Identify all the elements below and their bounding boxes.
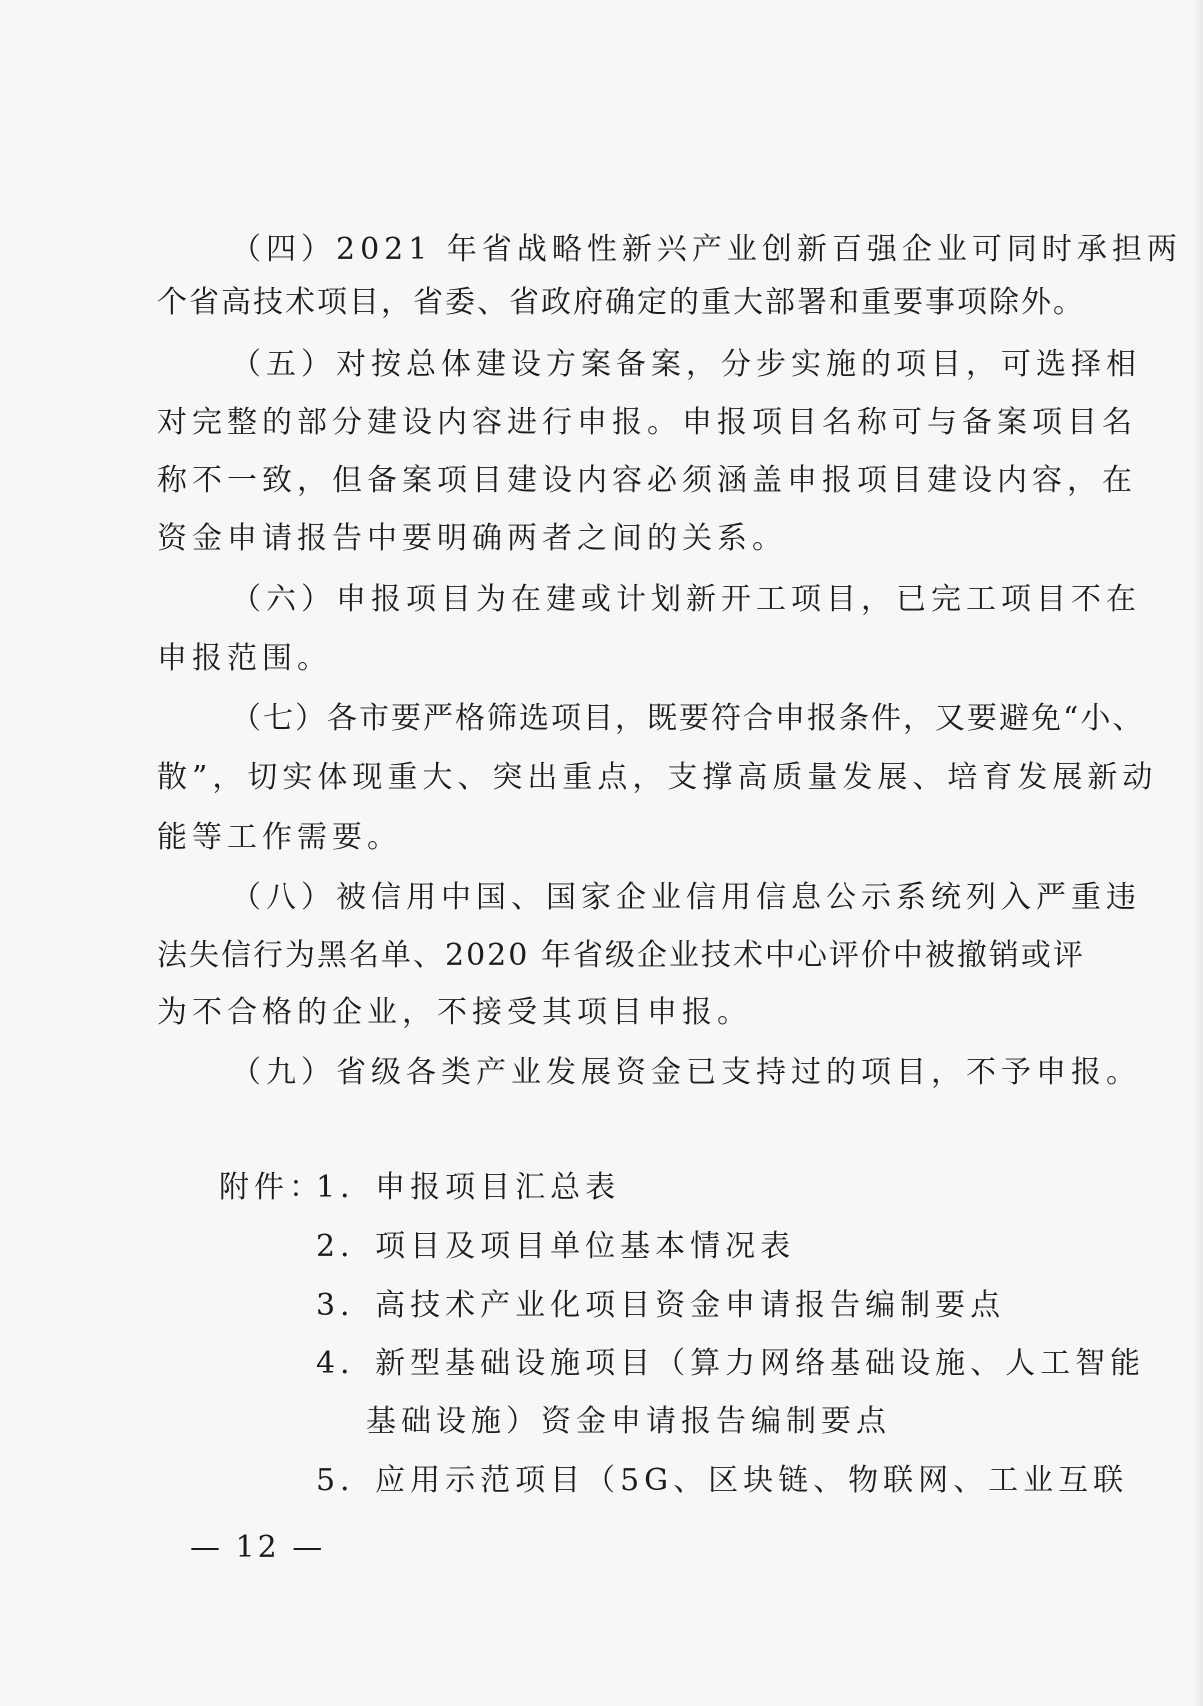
paragraph-8-line-2: 法失信行为黑名单、2020 年省级企业技术中心评价中被撤销或评	[157, 938, 1085, 973]
attachment-item-3: 3．高技术产业化项目资金申请报告编制要点	[316, 1288, 1006, 1323]
paragraph-5-line-2: 对完整的部分建设内容进行申报。申报项目名称可与备案项目名	[157, 405, 1137, 440]
paragraph-5-line-4: 资金申请报告中要明确两者之间的关系。	[157, 521, 787, 556]
attachment-item-5: 5．应用示范项目（5G、区块链、物联网、工业互联	[316, 1463, 1129, 1498]
page-number: — 12 —	[190, 1530, 326, 1565]
attachments-label: 附件：	[219, 1170, 324, 1205]
attachment-item-2: 2．项目及项目单位基本情况表	[316, 1229, 796, 1264]
paragraph-7-line-3: 能等工作需要。	[157, 820, 402, 855]
paragraph-5-line-3: 称不一致，但备案项目建设内容必须涵盖申报项目建设内容，在	[157, 463, 1137, 498]
attachment-item-4: 4．新型基础设施项目（算力网络基础设施、人工智能	[316, 1346, 1146, 1381]
paragraph-6-line-2: 申报范围。	[157, 641, 332, 676]
paragraph-5-line-1: （五）对按总体建设方案备案，分步实施的项目，可选择相	[231, 347, 1141, 382]
paragraph-4-line-1: （四）2021 年省战略性新兴产业创新百强企业可同时承担两	[231, 232, 1182, 267]
paragraph-8-line-3: 为不合格的企业，不接受其项目申报。	[157, 995, 752, 1030]
paragraph-7-line-2: 散”，切实体现重大、突出重点，支撑高质量发展、培育发展新动	[157, 760, 1158, 795]
paragraph-7-line-1: （七）各市要严格筛选项目，既要符合申报条件，又要避免“小、	[231, 701, 1145, 736]
paragraph-4-line-2: 个省高技术项目，省委、省政府确定的重大部署和重要事项除外。	[157, 285, 1085, 320]
paragraph-9-line-1: （九）省级各类产业发展资金已支持过的项目，不予申报。	[231, 1055, 1141, 1090]
page-edge-shadow	[1193, 0, 1203, 1706]
paragraph-8-line-1: （八）被信用中国、国家企业信用信息公示系统列入严重违	[231, 880, 1141, 915]
attachment-item-1: 1．申报项目汇总表	[316, 1170, 621, 1205]
attachment-item-4-continued: 基础设施）资金申请报告编制要点	[366, 1404, 891, 1439]
paragraph-6-line-1: （六）申报项目为在建或计划新开工项目，已完工项目不在	[231, 582, 1141, 617]
